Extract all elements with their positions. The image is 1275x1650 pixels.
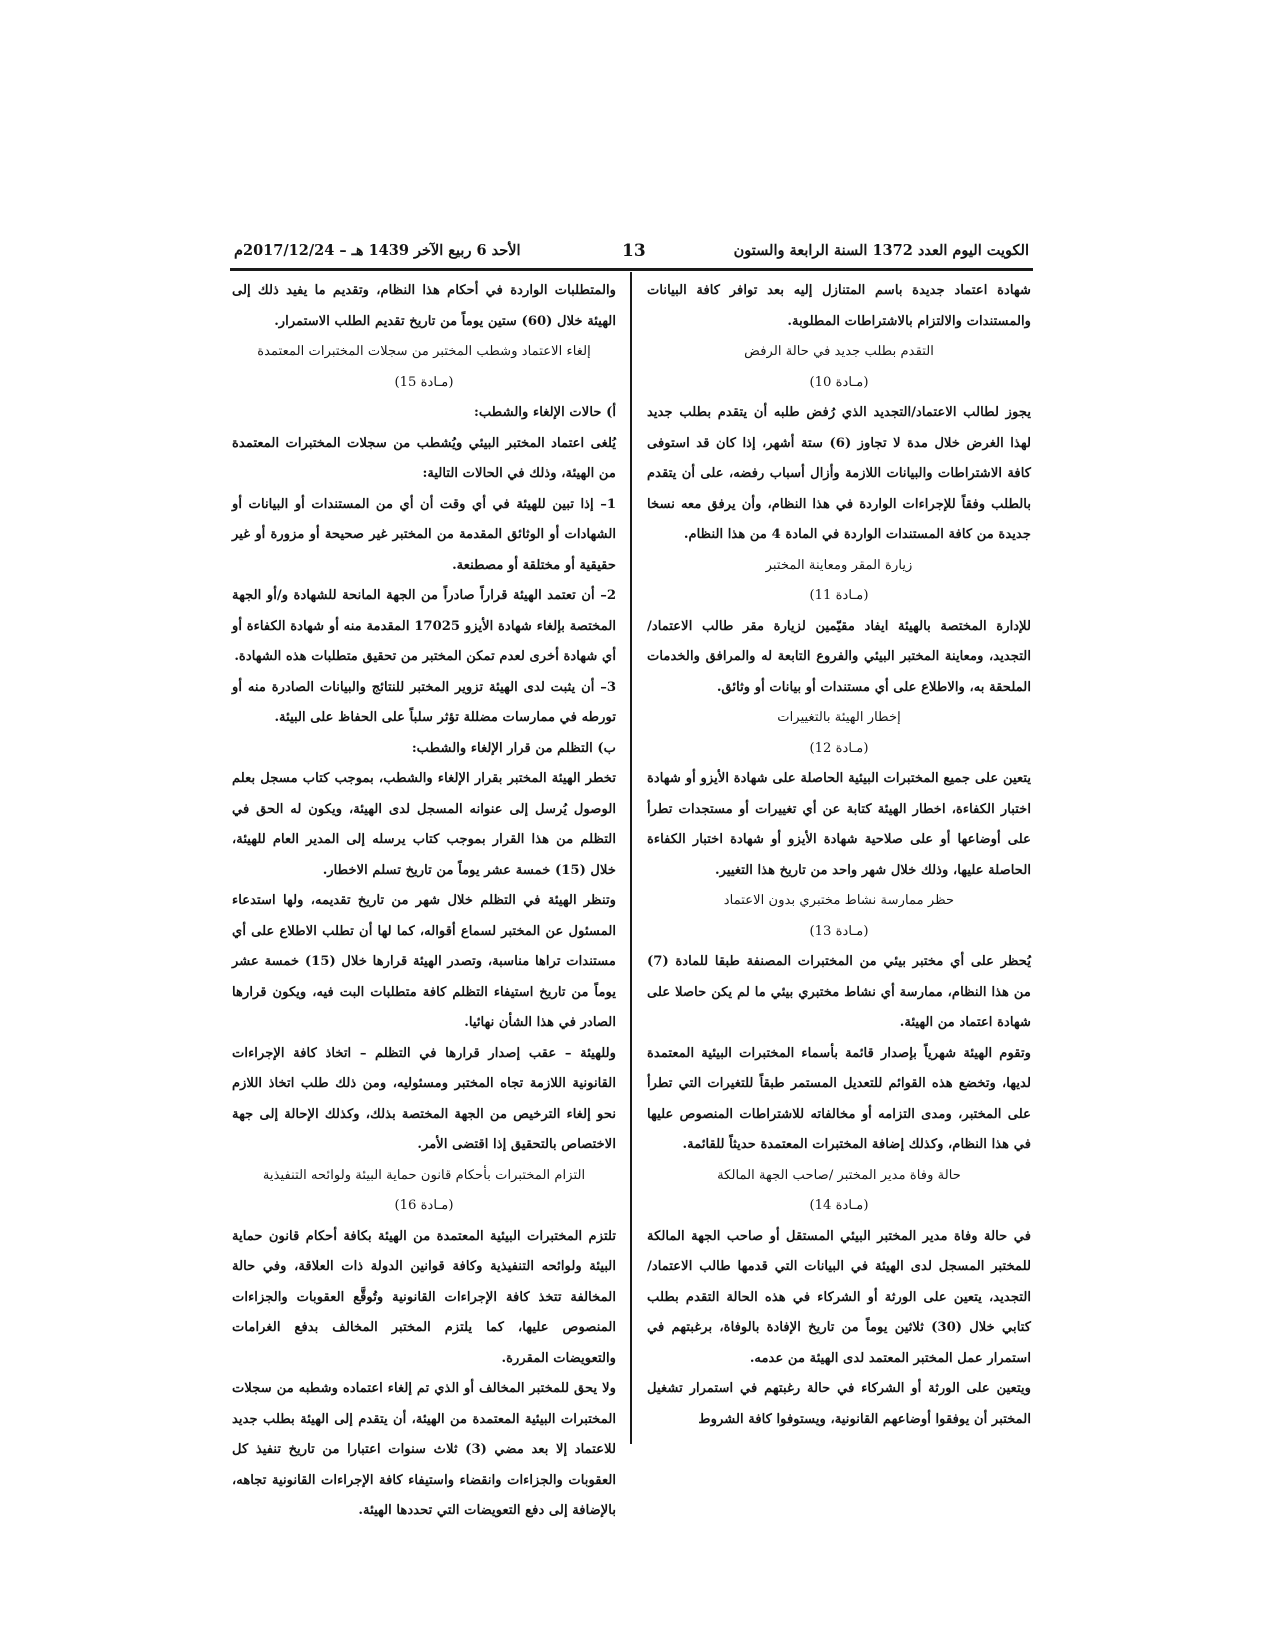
paragraph: يتعين على جميع المختبرات البيئية الحاصلة على شهادة الأيزو أو شهادة اختبار الكفاءة، اخطار الهيئة كتابة عن أي تغييرات أو مستجدات تطرأ على أوضاعها أو على صلاحية شهادة الأيزو أو شهادة اختبار الكفاءة الحاصلة عليها، وذلك خلال شهر واحد من تاريخ هذا التغيير. bbox=[647, 771, 1031, 878]
paragraph: 1– إذا تبين للهيئة في أي وقت أن أي من المستندات أو البيانات أو الشهادات أو الوثائق المقدمة من المختبر غير صحيحة أو مزورة أو غير حقيقية أو مختلقة أو مصطنعة. bbox=[232, 496, 616, 573]
paragraph: 3– أن يثبت لدى الهيئة تزوير المختبر للنتائج والبيانات الصادرة منه أو تورطه في ممارسات مضللة تؤثر سلباً على الحفاظ على البيئة. bbox=[232, 679, 616, 725]
article-number: (مـادة 14) bbox=[809, 1198, 869, 1213]
article-number: (مـادة 16) bbox=[394, 1198, 454, 1213]
column-divider bbox=[630, 272, 632, 1444]
article-number: (مـادة 10) bbox=[809, 374, 869, 390]
paragraph: ويتعين على الورثة أو الشركاء في حالة رغبتهم في استمرار تشغيل المختبر أن يوفقوا أوضاعهم القانونية، ويستوفوا كافة الشروط bbox=[647, 1381, 1031, 1427]
article-number: (مـادة 13) bbox=[809, 923, 869, 939]
left-column bbox=[232, 276, 617, 1518]
article-number: (مـادة 11) bbox=[809, 588, 869, 603]
paragraph: للإدارة المختصة بالهيئة ايفاد مقيّمين لزيارة مقر طالب الاعتماد/التجديد، ومعاينة المختبر البيئي والفروع التابعة له والمرافق والخدمات الملحقة به، والاطلاع على أي مستندات أو بيانات أو وثائق. bbox=[647, 618, 1031, 695]
paragraph: في حالة وفاة مدير المختبر البيئي المستقل أو صاحب الجهة المالكة للمختبر المسجل لدى الهيئة في البيانات التي قدمها طالب الاعتماد/التجديد، يتعين على الورثة أو الشركاء في هذه الحالة التقدم بطلب كتابي خلال (30) ثلاثين يوماً من تاريخ الإفادة بالوفاة، برغبتهم في استمرار عمل المختبر المعتمد لدى الهيئة من عدمه. bbox=[647, 1228, 1031, 1366]
paragraph: أ) حالات الإلغاء والشطب: bbox=[473, 405, 616, 420]
paragraph: تخطر الهيئة المختبر بقرار الإلغاء والشطب، بموجب كتاب مسجل بعلم الوصول يُرسل إلى عنوانه المسجل لدى الهيئة، ويكون له الحق في التظلم من هذا القرار بموجب كتاب يرسله إلى المدير العام للهيئة، خلال (15) خمسة عشر يوماً من تاريخ تسلم الاخطار. bbox=[232, 771, 616, 878]
page-header bbox=[230, 236, 1033, 266]
paragraph: وتقوم الهيئة شهرياً بإصدار قائمة بأسماء المختبرات البيئية المعتمدة لديها، وتخضع هذه القوائم للتعديل المستمر طبقاً للتغيرات التي تطرأ على المختبر، ومدى التزامه أو مخالفاته للاشتراطات المنصوص عليها في هذا النظام، وكذلك إضافة المختبرات المعتمدة حديثاً للقائمة. bbox=[647, 1045, 1031, 1152]
section-heading: زيارة المقر ومعاينة المختبر bbox=[765, 557, 913, 573]
paragraph: وللهيئة – عقب إصدار قرارها في التظلم – اتخاذ كافة الإجراءات القانونية اللازمة تجاه المختبر ومسئوليه، ومن ذلك طلب اتخاذ اللازم نحو إلغاء الترخيص من الجهة المختصة بذلك، وكذلك الإحالة إلى جهة الاختصاص بالتحقيق إذا اقتضى الأمر. bbox=[232, 1045, 616, 1152]
section-heading: التزام المختبرات بأحكام قانون حماية البيئة ولوائحه التنفيذية bbox=[262, 1167, 586, 1183]
paragraph: 2– أن تعتمد الهيئة قراراً صادراً من الجهة المانحة للشهادة و/أو الجهة المختصة بإلغاء شهادة الأيزو 17025 المقدمة منه أو شهادة الكفاءة أو أي شهادة أخرى لعدم تمكن المختبر من تحقيق متطلبات هذه الشهادة. bbox=[232, 588, 617, 664]
article-number: (مـادة 12) bbox=[809, 740, 869, 756]
paragraph: ب) التظلم من قرار الإلغاء والشطب: bbox=[411, 740, 616, 756]
paragraph: يجوز لطالب الاعتماد/التجديد الذي رُفض طلبه أن يتقدم بطلب جديد لهذا الغرض خلال مدة لا تجاوز (6) ستة أشهر، إذا كان قد استوفى كافة الاشتراطات والبيانات اللازمة وأزال أسباب رفضه، على أن يتقدم بالطلب وفقاً للإجراءات الواردة في هذا النظام، وأن يرفق معه نسخا جديدة من كافة المستندات الواردة في المادة 4 من هذا النظام. bbox=[647, 405, 1031, 542]
section-heading: إخطار الهيئة بالتغييرات bbox=[777, 710, 901, 725]
paragraph: يُلغى اعتماد المختبر البيئي ويُشطب من سجلات المختبرات المعتمدة من الهيئة، وذلك في الحالات التالية: bbox=[232, 435, 616, 481]
paragraph: شهادة اعتماد جديدة باسم المتنازل إليه بعد توافر كافة البيانات والمستندات والالتزام بالاشتراطات المطلوبة. bbox=[647, 283, 1031, 329]
paragraph: والمتطلبات الواردة في أحكام هذا النظام، وتقديم ما يفيد ذلك إلى الهيئة خلال (60) ستين يوماً من تاريخ تقديم الطلب الاستمرار. bbox=[232, 283, 616, 329]
paragraph: ولا يحق للمختبر المخالف أو الذي تم إلغاء اعتماده وشطبه من سجلات المختبرات البيئية المعتمدة من الهيئة، أن يتقدم إلى الهيئة بطلب جديد للاعتماد إلا بعد مضي (3) ثلاث سنوات اعتبارا من تاريخ تنفيذ كل العقوبات والجزاءات وانقضاء واستيفاء كافة الإجراءات القانونية تجاهه، بالإضافة إلى دفع التعويضات التي تحددها الهيئة. bbox=[232, 1381, 616, 1518]
gazette-page bbox=[230, 236, 1033, 1518]
paragraph: يُحظر على أي مختبر بيئي من المختبرات المصنفة طبقا للمادة (7) من هذا النظام، ممارسة أي نشاط مختبري بيئي ما لم يكن حاصلا على شهادة اعتماد من الهيئة. bbox=[647, 954, 1031, 1030]
page-number: 13 bbox=[622, 241, 646, 261]
paragraph: تلتزم المختبرات البيئية المعتمدة من الهيئة بكافة أحكام قانون حماية البيئة ولوائحه التنفيذية وكافة قوانين الدولة ذات العلاقة، وفي حالة المخالفة تتخذ كافة الإجراءات القانونية وتُوقَّع العقوبات والجزاءات المنصوص عليها، كما يلتزم المختبر المخالف بدفع الغرامات والتعويضات المقررة. bbox=[232, 1228, 616, 1366]
issue-date: الأحد 6 ربيع الآخر 1439 هـ – 2017/12/24م bbox=[234, 242, 521, 259]
section-heading: حالة وفاة مدير المختبر /صاحب الجهة المالكة bbox=[717, 1167, 961, 1183]
paragraph: وتنظر الهيئة في التظلم خلال شهر من تاريخ تقديمه، ولها استدعاء المسئول عن المختبر لسماع أقواله، كما لها أن تطلب الاطلاع على أي مستندات تراها مناسبة، وتصدر الهيئة قرارها خلال (15) خمسة عشر يوماً من تاريخ استيفاء التظلم كافة متطلبات البت فيه، ويكون قرارها الصادر في هذا الشأن نهائيا. bbox=[232, 893, 616, 1030]
right-column bbox=[647, 276, 1031, 1444]
section-heading: حظر ممارسة نشاط مختبري بدون الاعتماد bbox=[723, 893, 955, 908]
section-heading: إلغاء الاعتماد وشطب المختبر من سجلات المختبرات المعتمدة bbox=[257, 344, 591, 359]
article-number: (مـادة 15) bbox=[394, 374, 454, 390]
publication-info: الكويت اليوم العدد 1372 السنة الرابعة والستون bbox=[733, 242, 1029, 259]
section-heading: التقدم بطلب جديد في حالة الرفض bbox=[744, 344, 934, 359]
header-rule bbox=[230, 268, 1033, 271]
